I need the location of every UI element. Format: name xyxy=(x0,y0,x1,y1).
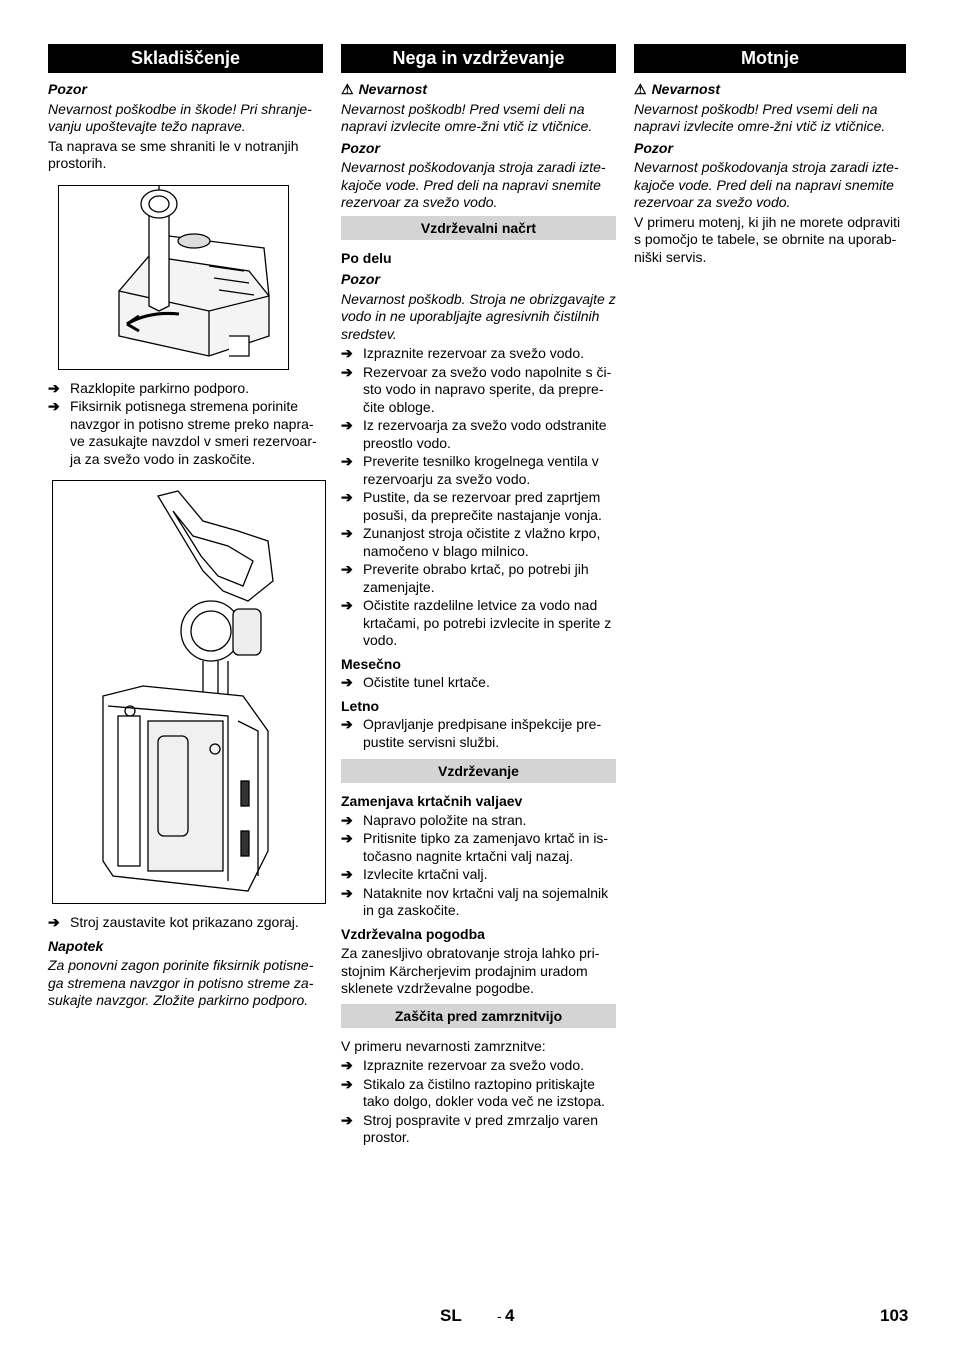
step-item: ➔ Pustite, da se rezervoar pred zaprtjem posuši, da preprečite nastajanje vonja. xyxy=(341,489,602,523)
column-maintenance xyxy=(341,44,616,1148)
nevarnost-text: Nevarnost poškodb! Pred vsemi deli na napravi izvlecite omre-žni vtič iz vtičnice. xyxy=(634,100,886,134)
arrow-right-icon: ➔ xyxy=(341,597,353,613)
arrow-right-icon: ➔ xyxy=(341,1057,353,1073)
step-item: ➔ Izvlecite krtačni valj. xyxy=(341,866,488,882)
frost-intro: V primeru nevarnosti zamrznitve: xyxy=(341,1037,546,1054)
footer-section-page: 4 xyxy=(505,1306,515,1325)
maintenance-contract-heading: Vzdrževalna pogodba xyxy=(341,925,485,942)
footer-dash: - xyxy=(497,1308,502,1324)
step-item: ➔ Iz rezervoarja za svežo vodo odstranite preostlo vodo. xyxy=(341,417,607,451)
arrow-right-icon: ➔ xyxy=(341,453,353,469)
arrow-right-icon: ➔ xyxy=(341,363,353,380)
step-item: ➔ Opravljanje predpisane inšpekcije pre-pustite servisni službi. xyxy=(341,716,602,750)
arrow-right-icon: ➔ xyxy=(341,1075,353,1092)
monthly-heading: Mesečno xyxy=(341,655,401,672)
step-item: ➔ Preverite obrabo krtač, po potrebi jih zamenjajte. xyxy=(341,561,589,595)
arrow-right-icon: ➔ xyxy=(341,884,353,901)
pozor-text: Nevarnost poškodovanja stroja zaradi izte-kajoče vode. Pred deli na napravi snemite rezervoar za svežo vodo. xyxy=(634,159,899,210)
step-item: ➔ Očistite razdelilne letvice za vodo nad krtačami, po potrebi izvlecite in sperite z vodo. xyxy=(341,597,612,648)
warning-triangle-icon: ⚠ xyxy=(634,81,647,97)
step-item: ➔ Izpraznite rezervoar za svežo vodo. xyxy=(341,1057,584,1073)
after-work-heading: Po delu xyxy=(341,249,392,266)
arrow-right-icon: ➔ xyxy=(341,525,353,541)
arrow-right-icon: ➔ xyxy=(48,379,60,396)
arrow-right-icon: ➔ xyxy=(341,1111,353,1128)
pozor-text: Nevarnost poškodovanja stroja zaradi izte-kajoče vode. Pred deli na napravi snemite rezervoar za svežo vodo. xyxy=(341,159,606,210)
pozor-label: Pozor xyxy=(48,81,87,97)
steps-brush-replacement xyxy=(341,812,616,920)
step-item: ➔ Razklopite parkirno podporo. xyxy=(48,379,249,396)
pozor-label: Pozor xyxy=(341,139,380,156)
subsection-maintenance-plan: Vzdrževalni načrt xyxy=(341,216,616,240)
step-item: ➔ Izpraznite rezervoar za svežo vodo. xyxy=(341,345,584,361)
faults-text: V primeru motenj, ki jih ne morete odpraviti s pomočjo te tabele, se obrnite na uporab-niški servis. xyxy=(634,213,901,265)
yearly-heading: Letno xyxy=(341,697,380,714)
napotek-label: Napotek xyxy=(48,937,104,954)
nevarnost-heading: ⚠ Nevarnost xyxy=(341,81,428,97)
warning-triangle-icon: ⚠ xyxy=(341,81,354,97)
steps-storage-a xyxy=(48,380,323,469)
footer-language: SL xyxy=(440,1306,462,1325)
arrow-right-icon: ➔ xyxy=(48,914,60,930)
column-storage xyxy=(48,44,323,1012)
step-item: ➔ Stroj zaustavite kot prikazano zgoraj. xyxy=(48,914,299,930)
step-item: ➔ Napravo položite na stran. xyxy=(341,811,527,828)
arrow-right-icon: ➔ xyxy=(341,561,353,577)
step-item: ➔ Pritisnite tipko za zamenjavo krtač in is-točasno nagnite krtačni valj nazaj. xyxy=(341,830,609,864)
arrow-right-icon: ➔ xyxy=(341,811,353,828)
nevarnost-text: Nevarnost poškodb! Pred vsemi deli na napravi izvlecite omre-žni vtič iz vtičnice. xyxy=(341,100,593,134)
machine-folded-illustration xyxy=(53,481,325,903)
section-title-storage: Skladiščenje xyxy=(48,44,323,73)
steps-frost xyxy=(341,1057,616,1147)
step-item: ➔ Nataknite nov krtačni valj na sojemalnik in ga zaskočite. xyxy=(341,884,609,918)
column-faults xyxy=(634,44,906,268)
step-item: ➔ Rezervoar za svežo vodo napolnite s či-sto vodo in napravo sperite, da prepre-čite obloge. xyxy=(341,363,612,415)
storage-intro: Ta naprava se sme shraniti le v notranjih prostorih. xyxy=(48,137,299,171)
arrow-right-icon: ➔ xyxy=(341,716,353,732)
step-item: ➔ Stroj pospravite v pred zmrzaljo varen prostor. xyxy=(341,1111,598,1145)
subsection-maintenance: Vzdrževanje xyxy=(341,759,616,783)
subsection-frost-protection: Zaščita pred zamrznitvijo xyxy=(341,1004,616,1028)
arrow-right-icon: ➔ xyxy=(341,417,353,433)
napotek-text: Za ponovni zagon porinite fiksirnik potisne-ga stremena navzgor in potisno streme za-sukajte navzgor. Zložite parkirno podporo. xyxy=(48,957,314,1008)
brush-replacement-heading: Zamenjava krtačnih valjaev xyxy=(341,793,523,809)
section-title-maintenance: Nega in vzdrževanje xyxy=(341,44,616,73)
arrow-right-icon: ➔ xyxy=(341,674,353,690)
step-item: ➔ Zunanjost stroja očistite z vlažno krpo, namočeno v blago milnico. xyxy=(341,525,601,559)
step-item: ➔ Stikalo za čistilno raztopino pritiskajte tako dolgo, dokler voda več ne izstopa. xyxy=(341,1075,606,1109)
machine-top-illustration xyxy=(59,186,288,369)
arrow-right-icon: ➔ xyxy=(341,489,353,505)
pozor-label: Pozor xyxy=(634,139,673,156)
steps-after-work xyxy=(341,345,616,650)
arrow-right-icon: ➔ xyxy=(341,345,353,361)
figure-machine-top xyxy=(58,185,289,370)
maintenance-contract-text: Za zanesljivo obratovanje stroja lahko pri-stojnim Kärcherjevim prodajnim uradom sklenete vzdrževalne pogodbe. xyxy=(341,945,600,996)
figure-machine-folded xyxy=(52,480,326,904)
pozor-text: Nevarnost poškodbe in škode! Pri shranje-vanju upoštevajte težo naprave. xyxy=(48,100,312,134)
pozor-text-2: Nevarnost poškodb. Stroja ne obrizgavajte z vodo in ne uporabljajte agresivnih čistilnih sredstev. xyxy=(341,290,616,342)
steps-storage-b xyxy=(48,914,323,932)
section-title-faults: Motnje xyxy=(634,44,906,73)
step-item: ➔ Preverite tesnilko krogelnega ventila v rezervoarju za svežo vodo. xyxy=(341,453,599,487)
arrow-right-icon: ➔ xyxy=(341,866,353,882)
footer-page-number: 103 xyxy=(880,1306,909,1325)
nevarnost-heading: ⚠ Nevarnost xyxy=(634,81,721,97)
arrow-right-icon: ➔ xyxy=(48,398,60,414)
step-item: ➔ Fiksirnik potisnega stremena porinite navzgor in potisno streme preko napra-ve zasukajte navzdol v smeri rezervoar-ja za svežo vodo in zaskočite. xyxy=(48,398,317,467)
pozor-label-2: Pozor xyxy=(341,271,380,287)
arrow-right-icon: ➔ xyxy=(341,830,353,846)
step-item: ➔ Očistite tunel krtače. xyxy=(341,674,490,690)
